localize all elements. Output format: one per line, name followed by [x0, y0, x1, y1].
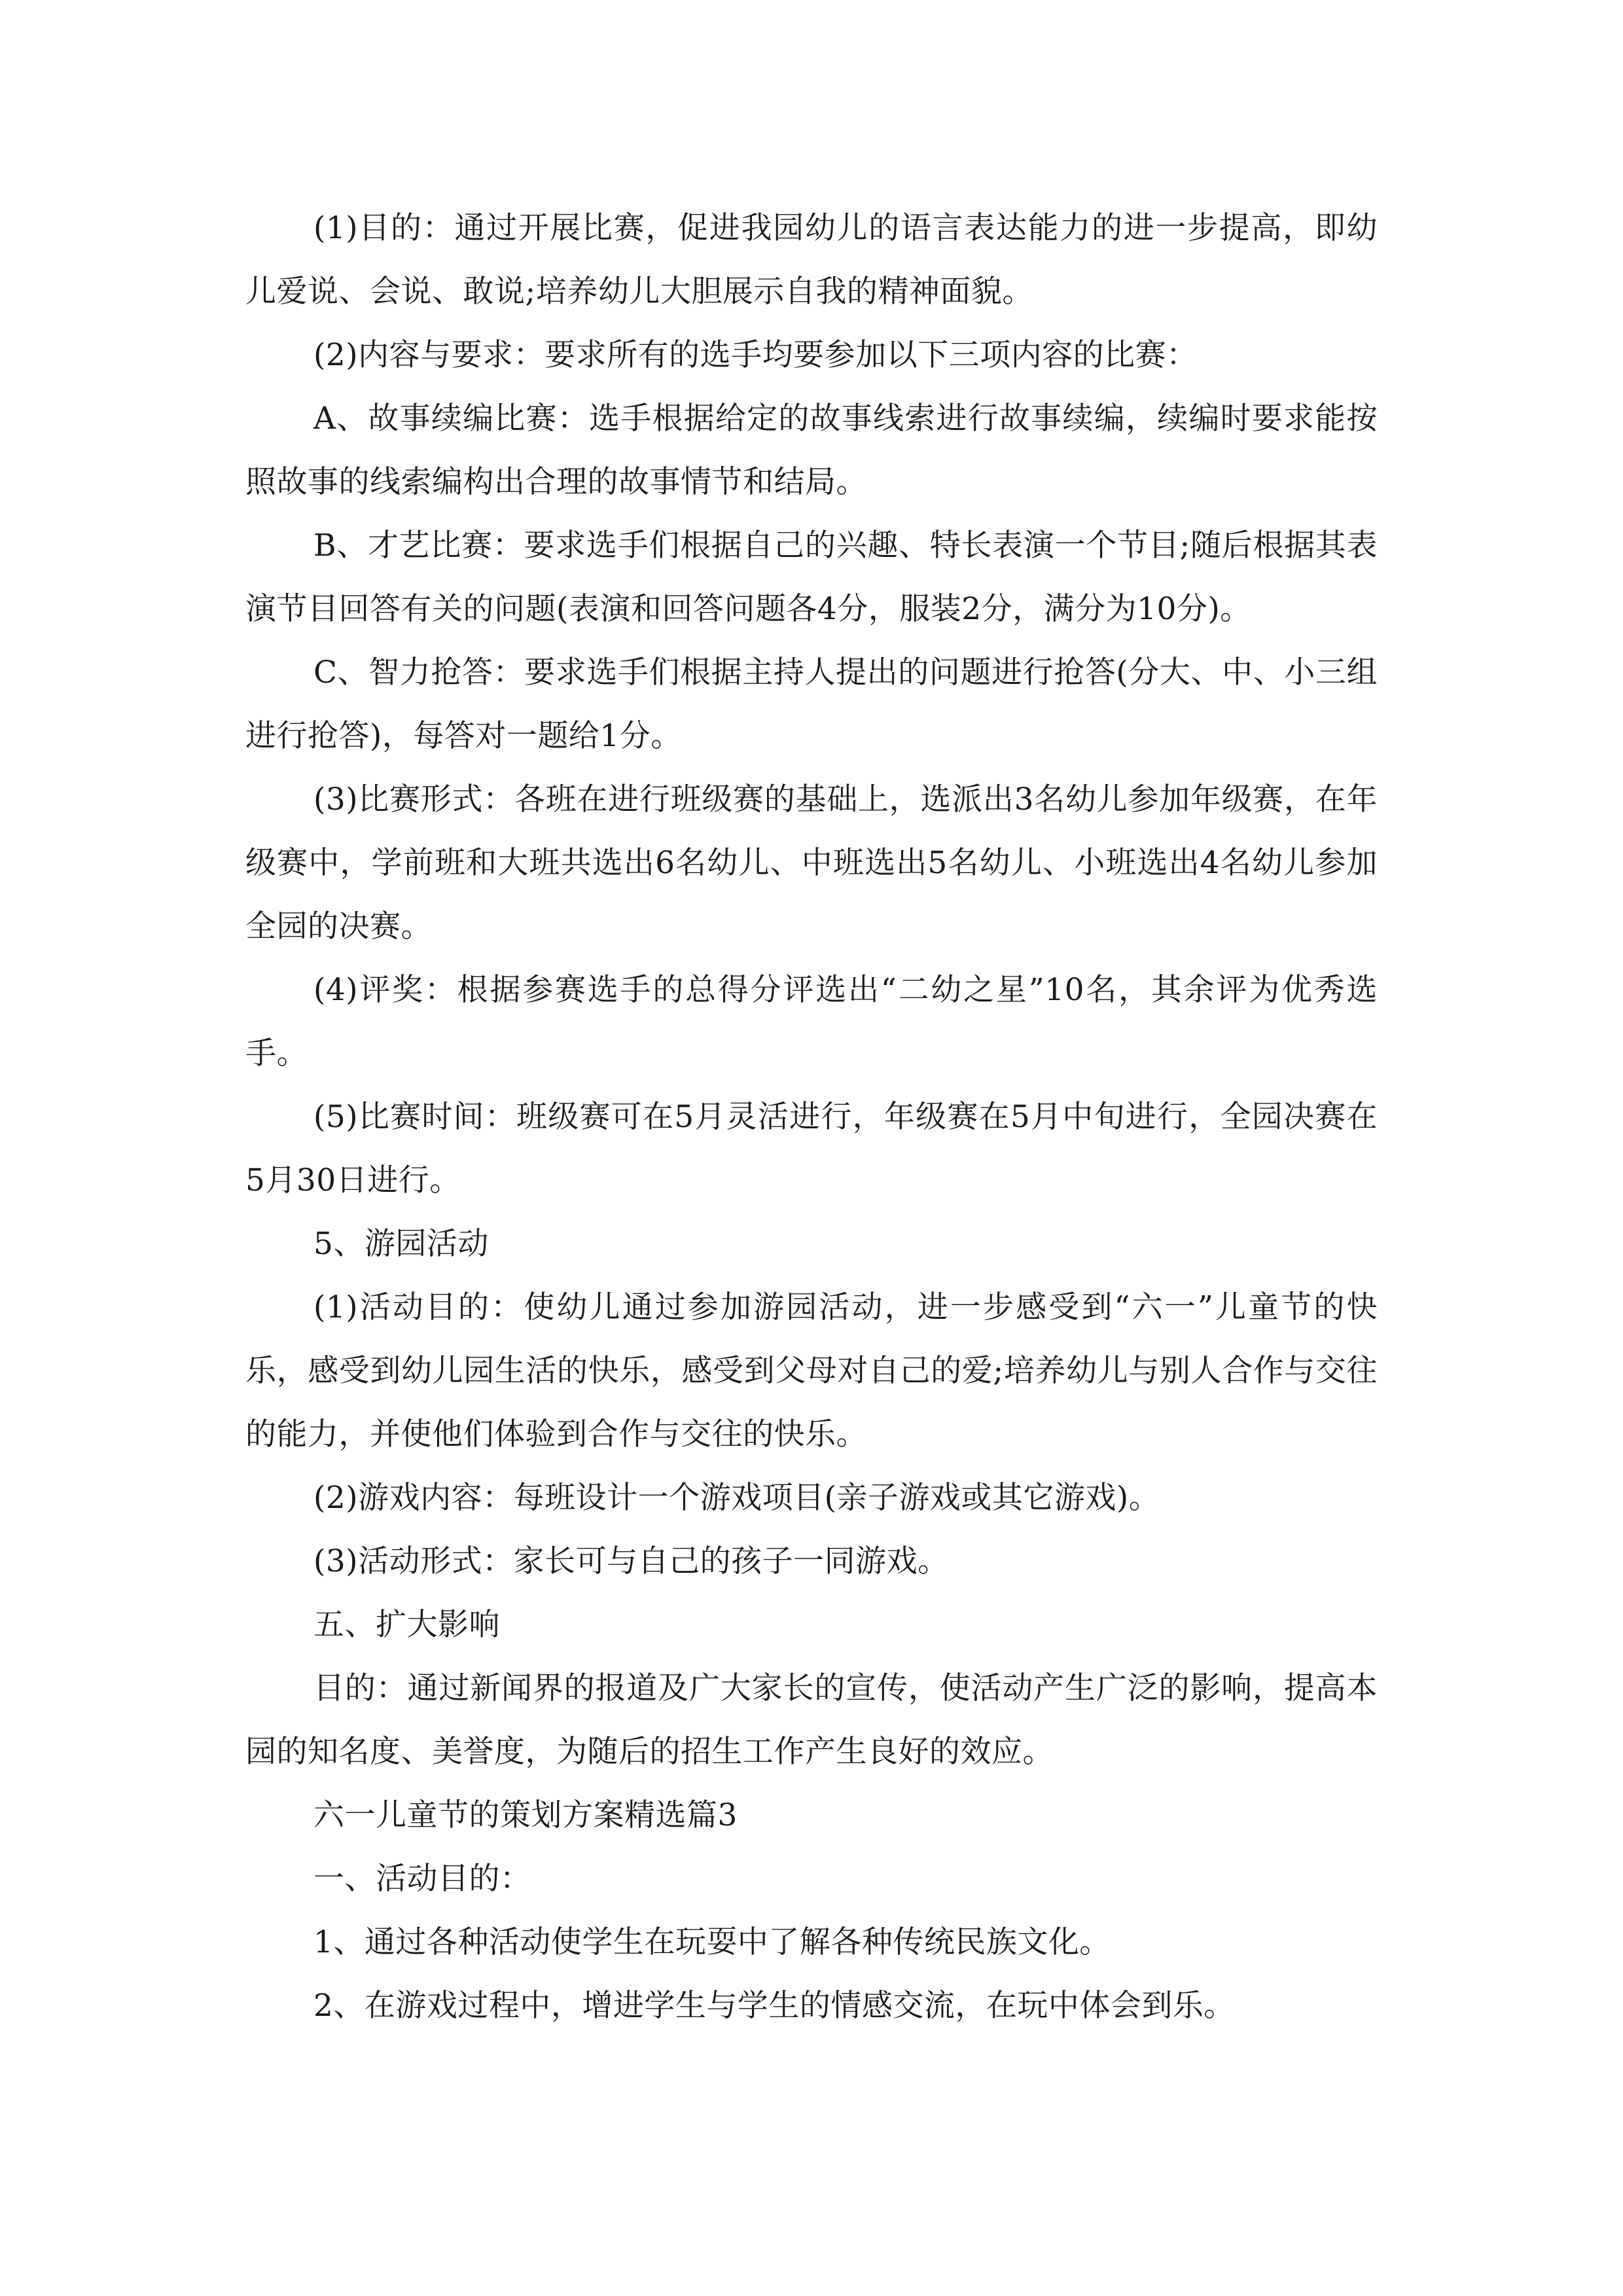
section-heading: 一、活动目的：: [313, 1861, 531, 1897]
paragraph: (3)活动形式：家长可与自己的孩子一同游戏。: [313, 1543, 949, 1579]
paragraph: (5)比赛时间：班级赛可在5月灵活进行，年级赛在5月中旬进行，全园决赛在5月30日进行。: [245, 1099, 1378, 1198]
paragraph: C、智力抢答：要求选手们根据主持人提出的问题进行抢答(分大、中、小三组进行抢答)，每答对一题给1分。: [245, 655, 1378, 754]
paragraph: (4)评奖：根据参赛选手的总得分评选出“二幼之星”10名，其余评为优秀选手。: [245, 972, 1378, 1071]
paragraph: 目的：通过新闻界的报道及广大家长的宣传，使活动产生广泛的影响，提高本园的知名度、美誉度，为随后的招生工作产生良好的效应。: [245, 1670, 1378, 1770]
paragraph: 1、通过各种活动使学生在玩耍中了解各种传统民族文化。: [313, 1924, 1111, 1960]
paragraph: B、才艺比赛：要求选手们根据自己的兴趣、特长表演一个节目;随后根据其表演节目回答有关的问题(表演和回答问题各4分，服装2分，满分为10分)。: [245, 528, 1378, 627]
paragraph: 2、在游戏过程中，增进学生与学生的情感交流，在玩中体会到乐。: [313, 1988, 1235, 2024]
section-heading: 五、扩大影响: [313, 1607, 500, 1643]
paragraph: (1)目的：通过开展比赛，促进我园幼儿的语言表达能力的进一步提高，即幼儿爱说、会说、敢说;培养幼儿大胆展示自我的精神面貌。: [245, 210, 1378, 310]
document-body: [245, 196, 1378, 2037]
paragraph: (1)活动目的：使幼儿通过参加游园活动，进一步感受到“六一”儿童节的快乐，感受到幼儿园生活的快乐，感受到父母对自己的爱;培养幼儿与别人合作与交往的能力，并使他们体验到合作与交往的快乐。: [245, 1289, 1378, 1452]
paragraph: A、故事续编比赛：选手根据给定的故事线索进行故事续编，续编时要求能按照故事的线索编构出合理的故事情节和结局。: [245, 401, 1378, 500]
paragraph: (2)内容与要求：要求所有的选手均要参加以下三项内容的比赛：: [313, 337, 1198, 373]
section-heading: 5、游园活动: [313, 1226, 489, 1262]
paragraph: (2)游戏内容：每班设计一个游戏项目(亲子游戏或其它游戏)。: [313, 1480, 1160, 1516]
paragraph: (3)比赛形式：各班在进行班级赛的基础上，选派出3名幼儿参加年级赛，在年级赛中，学前班和大班共选出6名幼儿、中班选出5名幼儿、小班选出4名幼儿参加全园的决赛。: [245, 781, 1378, 944]
article-title: 六一儿童节的策划方案精选篇3: [313, 1797, 738, 1833]
